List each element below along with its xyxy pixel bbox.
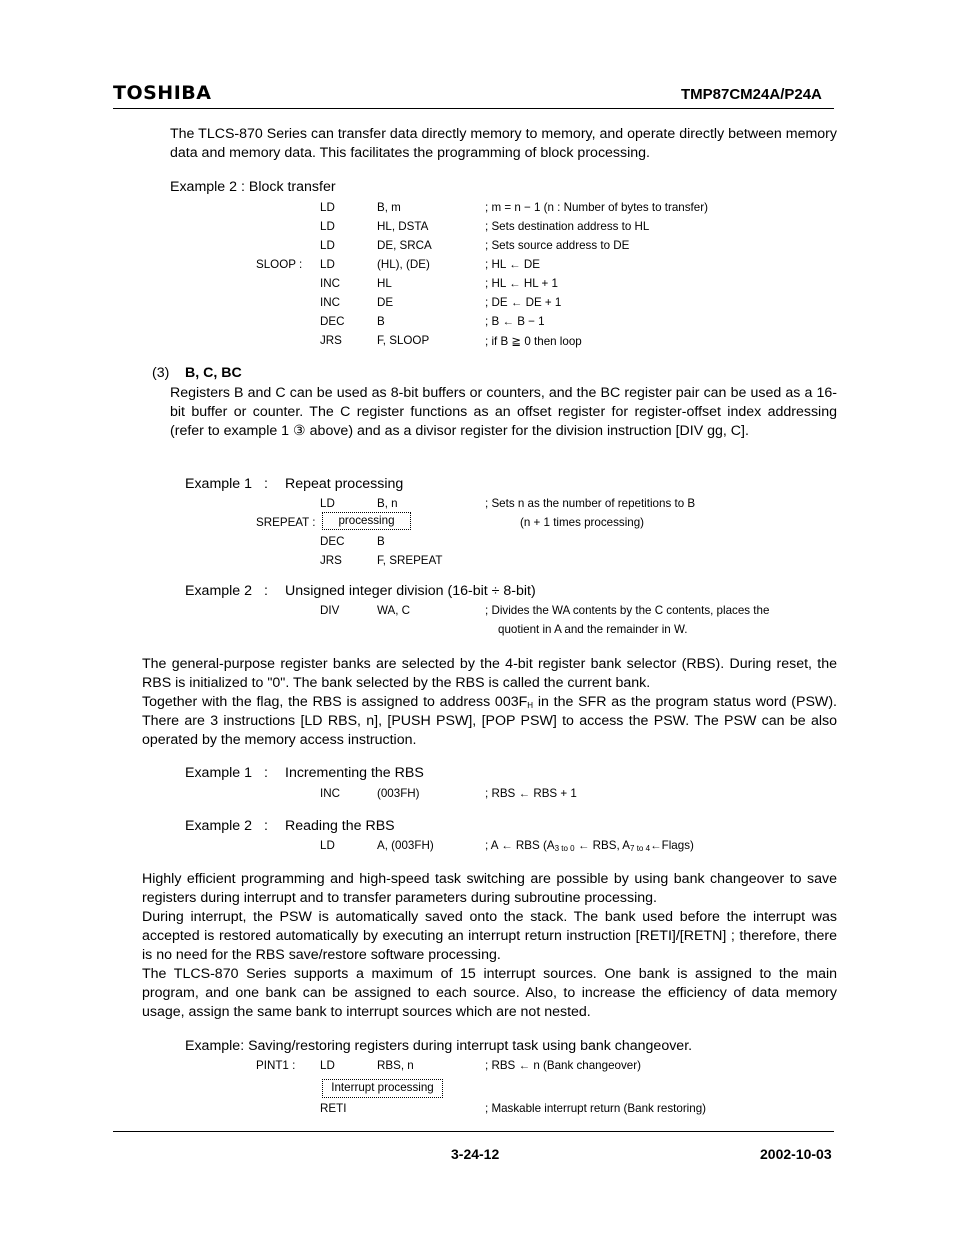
brand-logo: TOSHIBA (113, 82, 212, 104)
code-comment: quotient in A and the remainder in W. (498, 623, 688, 636)
intro-paragraph: The TLCS-870 Series can transfer data directly memory to memory, and operate directly between memory data and memory data. This facilitates the programming of block processing. (170, 126, 837, 162)
sources-paragraph: The TLCS-870 Series supports a maximum of 15 interrupt sources. One bank is assigned to the main program, and one bank can be assigned to each source. Also, to increase the efficiency of data memory usage, assign the same bank to interrupt sources which are not nested. (142, 966, 837, 1021)
code-arg: DE (377, 296, 394, 309)
read-cmt-sub1: 3 to 0 (554, 844, 575, 853)
code-comment (485, 839, 694, 852)
code-arg: B, m (377, 201, 401, 214)
repeat-example-title: Repeat processing (285, 476, 404, 492)
read-example-label: Example 2 (185, 818, 253, 834)
repeat-example-label: Example 1 (185, 476, 253, 492)
rbs-paragraph-2-sub: H (527, 701, 534, 710)
code-op: LD (320, 220, 335, 233)
code-label: SREPEAT : (256, 516, 316, 529)
code-arg: (HL), (DE) (377, 258, 430, 271)
code-op: LD (320, 839, 335, 852)
code-arg: DE, SRCA (377, 239, 432, 252)
inc-example-label: Example 1 (185, 765, 253, 781)
code-comment: ; Divides the WA contents by the C contents, places the (485, 604, 770, 617)
code-label: SLOOP : (256, 258, 303, 271)
save-example-title: Example: Saving/restoring registers during interrupt task using bank changeover. (185, 1038, 693, 1054)
page-number: 3-24-12 (451, 1146, 500, 1162)
code-arg: B, n (377, 497, 398, 510)
code-comment: ; m = n − 1 (n : Number of bytes to transfer) (485, 201, 708, 214)
code-comment: ; if B ≧ 0 then loop (485, 335, 582, 348)
code-op: DIV (320, 604, 340, 617)
code-comment: ; HL ← HL + 1 (485, 277, 558, 290)
read-example-title: Reading the RBS (285, 818, 395, 834)
rbs-paragraph-2 (142, 693, 837, 751)
bank-paragraph: Highly efficient programming and high-speed task switching are possible by using bank changeover to save registers during interrupt and to transfer parameters during subroutine processing. (142, 871, 837, 907)
code-comment: ; DE ← DE + 1 (485, 296, 562, 309)
code-arg: A, (003FH) (377, 839, 434, 852)
code-op: JRS (320, 554, 342, 567)
code-arg: HL (377, 277, 392, 290)
code-arg: B (377, 535, 385, 548)
code-op: LD (320, 497, 335, 510)
code-op: LD (320, 1059, 335, 1072)
block-transfer-title: Example 2 : Block transfer (170, 179, 336, 195)
code-op: JRS (320, 334, 342, 347)
section-number: (3) (152, 365, 170, 381)
code-comment: ; Sets destination address to HL (485, 220, 650, 233)
code-arg: B (377, 315, 385, 328)
rbs-paragraph-2-text-b: in the SFR as the program status word (PSW). There are 3 instructions [LD RBS, n], [PUSH PSW], [POP PSW] to access the PSW. The PSW can be also operated by the memory access instruction. (142, 694, 837, 749)
code-comment: ; B ← B − 1 (485, 315, 545, 328)
code-arg: (003FH) (377, 787, 420, 800)
read-cmt-c: ←Flags) (650, 839, 694, 852)
code-comment: ; Maskable interrupt return (Bank restoring) (485, 1102, 707, 1115)
code-arg: F, SREPEAT (377, 554, 443, 567)
code-arg: F, SLOOP (377, 334, 430, 347)
rbs-paragraph-1: The general-purpose register banks are selected by the 4-bit register bank selector (RBS). During reset, the RBS is initialized to "0". The bank selected by the RBS is called the current bank. (142, 656, 837, 692)
code-op: LD (320, 258, 335, 271)
code-arg: WA, C (377, 604, 411, 617)
read-cmt-sub2: 7 to 4 (630, 844, 651, 853)
code-op: RETI (320, 1102, 347, 1115)
code-comment: ; RBS ← RBS + 1 (485, 787, 577, 800)
processing-box: processing (322, 512, 411, 530)
code-label: PINT1 : (256, 1059, 296, 1072)
code-op: LD (320, 201, 335, 214)
publish-date: 2002-10-03 (760, 1146, 832, 1162)
div-example-sep: : (264, 583, 268, 599)
code-op: DEC (320, 535, 345, 548)
code-comment: ; Sets n as the number of repetitions to B (485, 497, 696, 510)
code-op: INC (320, 277, 340, 290)
code-comment: ; RBS ← n (Bank changeover) (485, 1059, 641, 1072)
interrupt-paragraph: During interrupt, the PSW is automatically saved onto the stack. The bank used before the interrupt was accepted is restored automatically by executing an interrupt return instruction [RETI]/[RETN] ; therefore, there is no need for the RBS save/restore software processing. (142, 909, 837, 964)
interrupt-processing-box: Interrupt processing (322, 1079, 443, 1098)
code-arg: HL, DSTA (377, 220, 429, 233)
section3-paragraph: Registers B and C can be used as 8-bit buffers or counters, and the BC register pair can be used as a 16-bit buffer or counter. The C register functions as an offset register for register-offset index addressing (refer to example 1 ③ above) and as a divisor register for the division instruction [DIV gg, C]. (170, 385, 837, 440)
header-rule (113, 108, 834, 109)
rbs-paragraph-2-text-a: Together with the flag, the RBS is assigned to address 003F (142, 694, 528, 710)
code-op: INC (320, 787, 340, 800)
read-cmt-a: ; A ← RBS (A (485, 839, 555, 852)
read-example-sep: : (264, 818, 268, 834)
code-op: DEC (320, 315, 345, 328)
div-example-label: Example 2 (185, 583, 253, 599)
code-comment: (n + 1 times processing) (520, 516, 645, 529)
code-comment: ; HL ← DE (485, 258, 540, 271)
inc-example-sep: : (264, 765, 268, 781)
code-op: LD (320, 239, 335, 252)
code-comment: ; Sets source address to DE (485, 239, 630, 252)
read-cmt-b: ← RBS, A (574, 839, 631, 852)
div-example-title: Unsigned integer division (16-bit ÷ 8-bit) (285, 583, 536, 599)
model-number: TMP87CM24A/P24A (681, 86, 822, 103)
code-op: INC (320, 296, 340, 309)
section-title: B, C, BC (185, 365, 242, 381)
code-arg: RBS, n (377, 1059, 414, 1072)
repeat-example-sep: : (264, 476, 268, 492)
footer-rule (113, 1131, 834, 1132)
inc-example-title: Incrementing the RBS (285, 765, 424, 781)
